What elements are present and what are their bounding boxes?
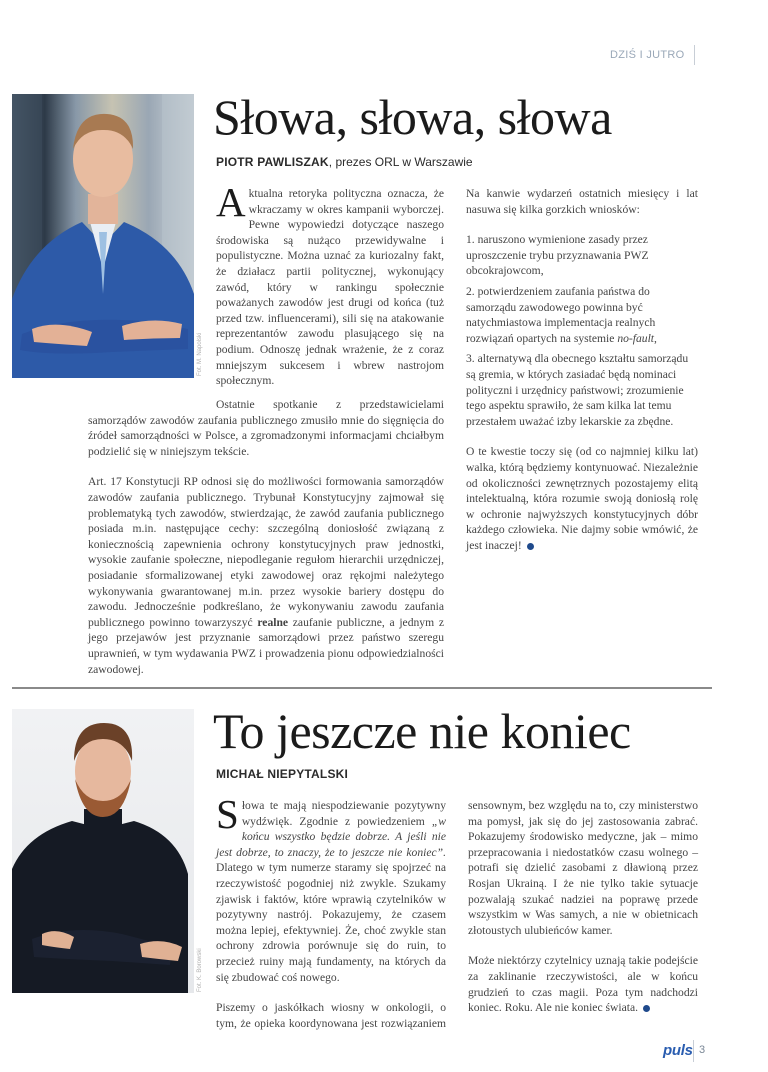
author-name: PIOTR PAWLISZAK — [216, 155, 329, 169]
article-author — [216, 155, 473, 169]
footer-divider — [693, 1040, 694, 1062]
paragraph-text: łowa te mają niespodziewanie pozytywny wydźwięk. Zgodnie z powiedzeniem — [241, 799, 446, 828]
article-title: Słowa, słowa, słowa — [213, 89, 612, 145]
author-photo-pawliszak — [12, 94, 194, 378]
dropcap: S — [216, 791, 239, 837]
emphasis: realne — [257, 615, 289, 629]
paragraph — [466, 444, 698, 553]
paragraph: Na kanwie wydarzeń ostatnich miesięcy i lat nasuwa się kilka gorzkich wniosków: — [466, 187, 698, 216]
page-number: 3 — [699, 1044, 706, 1056]
list-italic: no-fault — [617, 331, 655, 345]
list-item — [466, 284, 698, 346]
list-text: , — [654, 331, 657, 345]
paragraph-text: Dlatego w tym numerze staramy się spojrzeć na rzeczywistość pogodniej niż zwykle. Szukamy zjawisk i faktów, które wprawią czytelników w pozytywny nastrój. Pokazujemy, że czasem można lepiej, efektywniej. Że, choć zwykle stan ochrony zdrowia porównuje się do ruin, to przecież ruiny mają fundamenty, na których da się zbudować coś nowego. — [216, 861, 446, 984]
article1-column-2 — [466, 186, 698, 553]
article-divider — [12, 687, 712, 689]
author-role: , prezes ORL w Warszawie — [328, 155, 473, 169]
quote: „w końcu wszystko będzie dobrze. A jeśli nie jest dobrze, to znaczy, że to jeszcze nie koniec”. — [216, 814, 446, 859]
author-name: MICHAŁ NIEPYTALSKI — [216, 767, 349, 781]
author-photo-niepytalski — [12, 709, 194, 993]
dropcap: A — [216, 179, 246, 225]
paragraph: Piszemy o jaskółkach wiosny w onkologii, o tym, że opieka koordynowana jest rozwiązaniem sensownym, bez względu na to, czy ministerstwo ma pomysł, jak się do jej zastosowania zabrać. Pokazujemy środowisko medyczne, jak – mimo przepracowania i niedostatków czasu wolnego – potrafi się dzielić zasobami z dławioną przez Rosjan Ukrainą. I że nie tylko takie sytuacje pozwalają szukać nadziei na poprawę przede wszystkim w Was samych, a nie w obietnicach złotoustych ulubieńców kamer. — [216, 799, 698, 1030]
section-label: DZIŚ I JUTRO — [610, 49, 685, 61]
list-item: 3. alternatywą dla obecnego kształtu samorządu są gremia, w których zasiadać będą nominaci polityczni i urzędnicy państwowi; zrozumienie tego aspektu sprawiło, że sam kilka lat temu przestałem uważać izby lekarskie za zbędne. — [466, 352, 689, 428]
paragraph: Ostatnie spotkanie z przedstawicielami samorządów zawodów zaufania publicznego zmusiło mnie do sięgnięcia do źródeł samorządności w Polsce, a zgromadzonymi informacjami chciałbym podzielić się w niniejszym tekście. — [88, 398, 444, 458]
end-mark-icon — [643, 1005, 650, 1012]
portrait-illustration — [12, 94, 194, 378]
end-mark-icon — [527, 543, 534, 550]
photo-credit: Fot. K. Borowski — [197, 948, 203, 992]
article2-body — [216, 791, 698, 1032]
paragraph-text: Art. 17 Konstytucji RP odnosi się do możliwości formowania samorządów zawodów zaufania publicznego. Trybunał Konstytucyjny zajmował się problematyką tych zawodów, stwierdzając, że zawód zaufania publicznego posiada m.in. następujące cechy: szczególną doniosłość związaną z koniecznością zapewnienia ochrony konstytucyjnych praw jednostki, wysokie zaufanie społeczne, niepodleganie regułom hierarchii urzędniczej, posiadanie sformalizowanej etyki zawodowej oraz rękojmi należytego wykonywania gwarantowanej m.in. przez wysokie bariery dostępu do zawodu. Jednocześnie podkreślano, że wykonywaniu zawodu zaufania publicznego powinno towarzyszyć — [88, 475, 444, 629]
paragraph — [216, 791, 446, 985]
article1-column-1b — [88, 397, 444, 677]
paragraph-text: O te kwestie toczy się (od co najmniej kilku lat) walka, którą będziemy kontynuować. Niezależnie od okoliczności zewnętrznych pozostajemy elitą intelektualną, która rozumie swoją doniosłą rolę w ochronie najwyższych konstytucyjnych dóbr każdego człowieka. Nie dajmy sobie wmówić, że jest inaczej! — [466, 445, 698, 552]
photo-credit: Fot. M. Napolski — [197, 332, 203, 376]
article-author — [216, 767, 348, 781]
article-title: To jeszcze nie koniec — [213, 703, 631, 759]
paragraph — [88, 474, 444, 677]
portrait-illustration — [12, 709, 194, 993]
article1-column-1a — [216, 179, 444, 389]
magazine-logo: puls — [663, 1042, 693, 1059]
paragraph-text: zaufanie publiczne, a jednym z jego przejawów jest przyznanie samorządowi przez państwo szeregu uprawnień, w tym wydawania PWZ i prowadzenia pionu odpowiedzialności zawodowej. — [88, 615, 444, 676]
paragraph-text: Może niektórzy czytelnicy uznają takie podejście za zaklinanie rzeczywistości, ale w końcu grudzień to czas magii. Poza tym nadchodzi koniec. Roku. Ale nie koniec świata. — [468, 954, 698, 1015]
list-item: 1. naruszono wymienione zasady przez uproszczenie trybu przyznawania PWZ obcokrajowcom, — [466, 233, 649, 278]
section-divider — [694, 45, 695, 65]
paragraph — [468, 953, 698, 1015]
list-text: 2. potwierdzeniem zaufania państwa do samorządu zawodowego powinna być natychmiastowa implementacja realnych rozwiązań opartych na systemie — [466, 284, 656, 345]
paragraph: ktualna retoryka polityczna oznacza, że wkraczamy w okres kampanii wyborczej. Pewne wypowiedzi dotyczące naszego środowiska są nużąco przewidywalne i populistyczne. Można uznać za kuriozalny fakt, że działacz partii politycznej, wykonujący zawód, który w rankingu społecznie poważanych zawodów jest drugi od końca (tuż przed tzw. influencerami), sili się na atakowanie reprezentantów zawodu plasującego się na podium. Odnoszę jednak wrażenie, że z coraz mniejszym sukcesem i wbrew nastrojom społecznym. — [216, 187, 444, 388]
